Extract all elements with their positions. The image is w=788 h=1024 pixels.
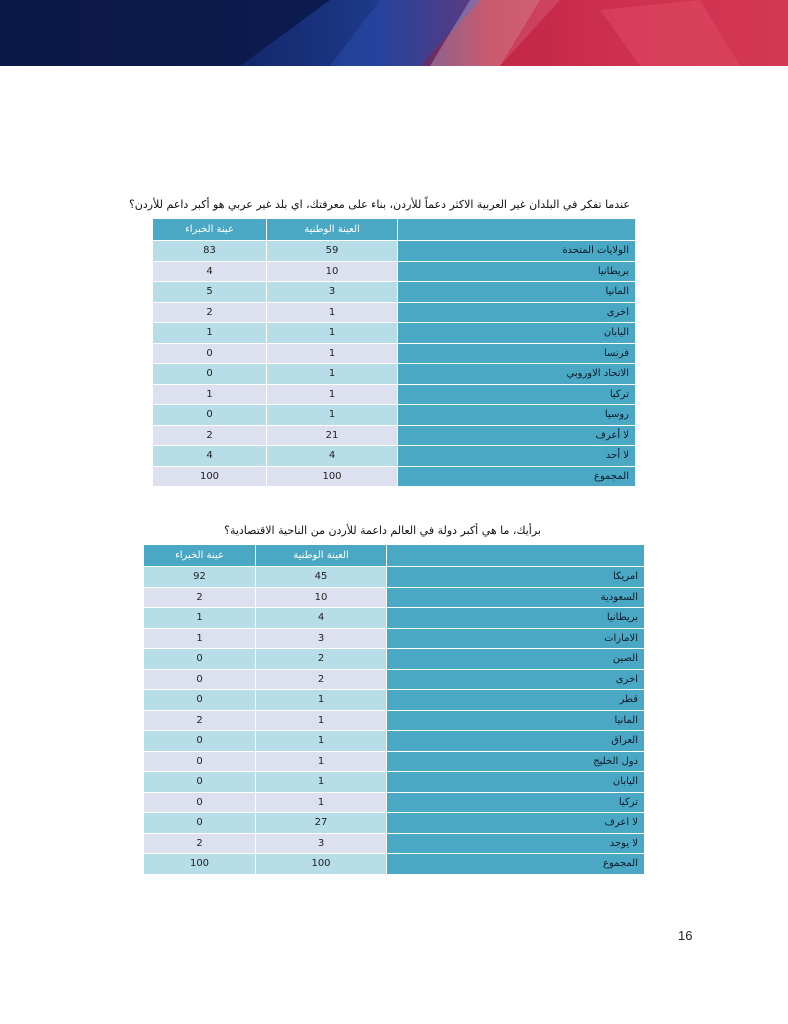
national-sample-value: 1 bbox=[256, 751, 387, 772]
national-sample-value: 45 bbox=[256, 567, 387, 588]
table-row bbox=[144, 792, 645, 813]
experts-sample-value: 0 bbox=[153, 405, 267, 426]
experts-sample-value: 0 bbox=[153, 364, 267, 385]
row-label: لا اعرف bbox=[387, 813, 645, 834]
experts-sample-value: 83 bbox=[153, 241, 267, 262]
table1 bbox=[152, 218, 636, 487]
national-sample-value: 1 bbox=[256, 731, 387, 752]
experts-sample-value: 0 bbox=[144, 690, 256, 711]
national-sample-value: 1 bbox=[267, 302, 398, 323]
national-sample-value: 2 bbox=[256, 669, 387, 690]
table-row bbox=[153, 446, 636, 467]
table1-header-blank bbox=[398, 219, 636, 241]
row-label: دول الخليج bbox=[387, 751, 645, 772]
national-sample-value: 1 bbox=[267, 364, 398, 385]
national-sample-value: 1 bbox=[267, 343, 398, 364]
row-label: امريكا bbox=[387, 567, 645, 588]
row-label: اليابان bbox=[398, 323, 636, 344]
row-label: تركيا bbox=[387, 792, 645, 813]
national-sample-value: 100 bbox=[256, 854, 387, 875]
row-label: روسيا bbox=[398, 405, 636, 426]
experts-sample-value: 2 bbox=[144, 587, 256, 608]
row-label: الصين bbox=[387, 649, 645, 670]
national-sample-value: 1 bbox=[256, 690, 387, 711]
table-row bbox=[153, 425, 636, 446]
table2-header-experts: عينة الخبراء bbox=[144, 545, 256, 567]
table1-header-row bbox=[153, 219, 636, 241]
table2-header-blank bbox=[387, 545, 645, 567]
row-label: المانيا bbox=[398, 282, 636, 303]
table-row bbox=[144, 813, 645, 834]
row-label: اخرى bbox=[387, 669, 645, 690]
national-sample-value: 1 bbox=[267, 405, 398, 426]
experts-sample-value: 100 bbox=[153, 466, 267, 487]
row-label: الاتحاد الاوروبي bbox=[398, 364, 636, 385]
row-label: فرنسا bbox=[398, 343, 636, 364]
page-number: 16 bbox=[678, 928, 693, 943]
experts-sample-value: 1 bbox=[144, 608, 256, 629]
experts-sample-value: 2 bbox=[153, 425, 267, 446]
experts-sample-value: 100 bbox=[144, 854, 256, 875]
table-row bbox=[144, 608, 645, 629]
table-row bbox=[144, 690, 645, 711]
table-row bbox=[153, 302, 636, 323]
experts-sample-value: 1 bbox=[153, 384, 267, 405]
table-row bbox=[144, 772, 645, 793]
experts-sample-value: 0 bbox=[144, 669, 256, 690]
experts-sample-value: 0 bbox=[144, 649, 256, 670]
table-row bbox=[153, 261, 636, 282]
national-sample-value: 1 bbox=[256, 792, 387, 813]
table-row bbox=[144, 751, 645, 772]
table-row bbox=[153, 323, 636, 344]
experts-sample-value: 5 bbox=[153, 282, 267, 303]
experts-sample-value: 2 bbox=[153, 302, 267, 323]
experts-sample-value: 4 bbox=[153, 261, 267, 282]
row-label: قطر bbox=[387, 690, 645, 711]
national-sample-value: 59 bbox=[267, 241, 398, 262]
national-sample-value: 3 bbox=[256, 833, 387, 854]
experts-sample-value: 1 bbox=[153, 323, 267, 344]
experts-sample-value: 0 bbox=[144, 751, 256, 772]
row-label: العراق bbox=[387, 731, 645, 752]
table-row bbox=[144, 628, 645, 649]
national-sample-value: 21 bbox=[267, 425, 398, 446]
row-label: الولايات المتحدة bbox=[398, 241, 636, 262]
national-sample-value: 1 bbox=[267, 384, 398, 405]
national-sample-value: 1 bbox=[256, 772, 387, 793]
national-sample-value: 4 bbox=[267, 446, 398, 467]
experts-sample-value: 0 bbox=[144, 813, 256, 834]
row-label: تركيا bbox=[398, 384, 636, 405]
table-row bbox=[144, 854, 645, 875]
table-row bbox=[144, 587, 645, 608]
table-row bbox=[153, 343, 636, 364]
experts-sample-value: 92 bbox=[144, 567, 256, 588]
experts-sample-value: 2 bbox=[144, 833, 256, 854]
row-label: بريطانيا bbox=[387, 608, 645, 629]
table-row bbox=[144, 731, 645, 752]
table-row bbox=[153, 364, 636, 385]
table-row bbox=[144, 833, 645, 854]
table1-header-experts: عينة الخبراء bbox=[153, 219, 267, 241]
national-sample-value: 2 bbox=[256, 649, 387, 670]
row-label: الامارات bbox=[387, 628, 645, 649]
row-label: لا أحد bbox=[398, 446, 636, 467]
table-row bbox=[153, 384, 636, 405]
table-row bbox=[144, 649, 645, 670]
table2-header-row bbox=[144, 545, 645, 567]
row-label: بريطانيا bbox=[398, 261, 636, 282]
experts-sample-value: 0 bbox=[144, 772, 256, 793]
national-sample-value: 3 bbox=[256, 628, 387, 649]
national-sample-value: 100 bbox=[267, 466, 398, 487]
table-row bbox=[144, 710, 645, 731]
table2 bbox=[143, 544, 645, 875]
experts-sample-value: 0 bbox=[144, 792, 256, 813]
table-row bbox=[144, 567, 645, 588]
table1-title: عندما تفكر في البلدان غير العربية الاكثر دعماً للأردن، بناء على معرفتك، اي بلد غير عربي هو أكبر داعم للأردن؟ bbox=[128, 198, 630, 211]
experts-sample-value: 4 bbox=[153, 446, 267, 467]
experts-sample-value: 0 bbox=[153, 343, 267, 364]
header-banner bbox=[0, 0, 788, 66]
row-label: اليابان bbox=[387, 772, 645, 793]
row-label: المجموع bbox=[398, 466, 636, 487]
national-sample-value: 1 bbox=[267, 323, 398, 344]
table-row bbox=[153, 241, 636, 262]
national-sample-value: 3 bbox=[267, 282, 398, 303]
table-row bbox=[153, 405, 636, 426]
table1-header-national: العينة الوطنية bbox=[267, 219, 398, 241]
experts-sample-value: 0 bbox=[144, 731, 256, 752]
national-sample-value: 10 bbox=[267, 261, 398, 282]
table-row bbox=[153, 466, 636, 487]
national-sample-value: 27 bbox=[256, 813, 387, 834]
experts-sample-value: 2 bbox=[144, 710, 256, 731]
national-sample-value: 10 bbox=[256, 587, 387, 608]
table2-title: برأيك، ما هي أكبر دولة في العالم داعمة للأردن من الناحية الاقتصادية؟ bbox=[224, 524, 541, 537]
row-label: لا يوجد bbox=[387, 833, 645, 854]
row-label: لا أعرف bbox=[398, 425, 636, 446]
table-row bbox=[144, 669, 645, 690]
row-label: المانيا bbox=[387, 710, 645, 731]
banner-graphic bbox=[0, 0, 788, 66]
row-label: السعودية bbox=[387, 587, 645, 608]
national-sample-value: 4 bbox=[256, 608, 387, 629]
row-label: اخرى bbox=[398, 302, 636, 323]
experts-sample-value: 1 bbox=[144, 628, 256, 649]
national-sample-value: 1 bbox=[256, 710, 387, 731]
table2-header-national: العينة الوطنية bbox=[256, 545, 387, 567]
table-row bbox=[153, 282, 636, 303]
row-label: المجموع bbox=[387, 854, 645, 875]
